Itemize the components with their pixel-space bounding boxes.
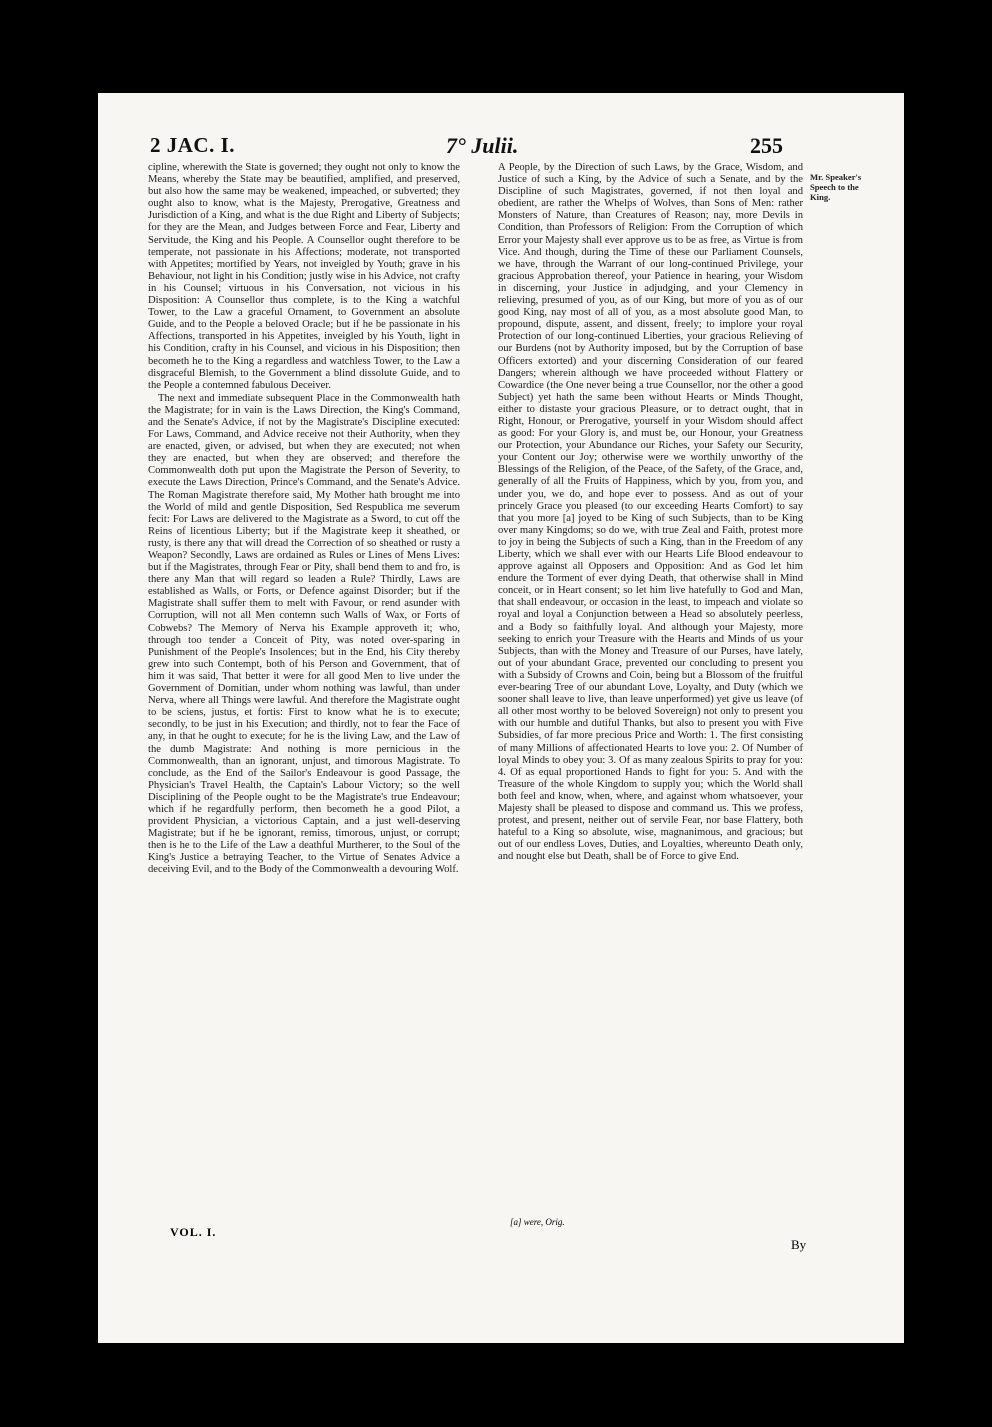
paragraph: A People, by the Direction of such Laws, by the Grace, Wisdom, and Justice of such a King, by the Advice of such a Senate, and by the Discipline of such Magistrates, governed, if not then loyal and obedient, are rather the Whelps of Wolves, than Sons of Men: rather Monsters of Nature, than Creatures of Reason; nay, more Devils in Condition, than Professors of Religion: From the Corruption of which Error your Majesty shall ever approve us to be as free, as Virtue is from Vice. And though, during the Time of these our Parliament Counsels, we have, through the Warrant of our long-continued Privilege, your gracious Approbation thereof, your Patience in hearing, your Wisdom in discerning, your Justice in adjudging, and your Clemency in relieving, presumed of you, as of our King, but more of you as of our good King, nay most of all of you, as a most absolute good Man, to propound, dispute, assent, and dissent, freely; to implore your royal Protection of our long-continued Liberties, your gracious Relieving of our Burdens (not by Authority imposed, but by the Corruption of base Officers extorted) and your discerning Consideration of our feared Dangers; wherein although we have proceeded without Flattery or Cowardice (the One never being a true Counsellor, nor the other a good Subject) yet hath the same been without Hearts or Minds Thought, either to distaste your gracious Pleasure, or to detract ought, that in Right, Honour, or Prerogative, yourself in your Wisdom should affect as good: For your Glory is, and must be, our Honour, your Greatness our Protection, your Abundance our Riches, your Safety our Security, your Content our Joy; otherwise were we worthily unworthy of the Blessings of the Religion, of the Peace, of the Safety, of the Grace, and, generally of all the Fruits of Happiness, which by you, from you, and under you, we do, and hope ever to possess. And as out of your princely Grace you pleased (to our exceeding Hearts Comfort) to say that you more [a] joyed to be King of such Subjects, than to be King over many Kingdoms; so do we, with true Zeal and Faith, protest more to joy in being the Subjects of such a King, than in the Freedom of any Liberty, which we shall ever with our Hearts Life Blood endeavour to approve against all Opposers and Opposition: And as God let him endure the Torment of ever dying Death, that otherwise shall in Mind conceit, or in Heart consent; so let him live hatefully to God and Man, that shall endeavour, or occasion in the least, to impeach and violate so royal and loyal a Conjunction between a Head so absolutely peerless, and a Body so faithfully loyal. And although your Majesty, more seeking to enrich your Treasure with the Hearts and Minds of us your Subjects, than with the Money and Treasure of our Purses, have lately, out of your abundant Grace, prevented our concluding to present you with a Subsidy of Crowns and Coin, being but a Blossom of the fruitful ever-bearing Tree of our abundant Love, Loyalty, and Duty (which we sooner shall leave to live, than leave unperformed) yet give us leave (of all other most worthy to be beloved Sovereign) not only to present you with our humble and dutiful Thanks, but also to present you with Five Subsidies, of far more precious Price and Worth: 1. The first consisting of many Millions of affectionated Hearts to love you: 2. Of Number of loyal Minds to obey you: 3. Of as many zealous Spirits to pray for you: 4. Of as equal proportioned Hands to fight for you: 5. And with the Treasure of the whole Kingdom to supply you; which the World shall both feel and know, when, where, and against whom whatsoever, your Majesty shall be pleased to dispose and command us. This we profess, protest, and present, neither out of servile Fear, nor base Flattery, both hateful to a King so absolute, wise, magnanimous, and gracious; but out of our endless Loves, Duties, and Loyalties, whereunto Death only, and nought else but Death, shall be of Force to give End. [498, 162, 803, 863]
page-number: 255 [750, 133, 783, 158]
paragraph: cipline, wherewith the State is governed; they ought not only to know the Means, whereby the State may be beautified, amplified, and preserved, but also how the same may be weakened, impeached, or subverted; they ought also to know, what is the Majesty, Prerogative, Greatness and Jurisdiction of a King, and what is the due Right and Liberty of Subjects; for they are the Mean, and Judges between Force and Fear, Liberty and Servitude, the King and his People. A Counsellor ought therefore to be temperate, not passionate in his Affections; moderate, not transported with Appetites; mortified by Years, not inveigled by Youth; grave in his Behaviour, not light in his Condition; justly wise in his Advice, not crafty in his Counsel; virtuous in his Conversation, not vicious in his Disposition: A Counsellor thus complete, is to the King a watchful Tower, to the Law a graceful Ornament, to Government an absolute Guide, and to the People a beloved Oracle; but if he be passionate in his Affections, transported in his Appetites, inveigled by his Youth, light in his Condition, crafty in his Counsel, and vicious in his Disposition; then becometh he to the King a regardless and watchless Tower, to the Law a disgraceful Blemish, to the Government a blind dissolute Guide, and to the People a contemned fabulous Deceiver. [148, 162, 460, 391]
volume-signature: VOL. I. [170, 1225, 217, 1239]
left-text-column [148, 162, 460, 1212]
marginal-note: Mr. Speaker's Speech to the King. [810, 172, 862, 202]
book-page [98, 93, 904, 1343]
catchword: By [791, 1237, 807, 1252]
right-text-column [498, 162, 803, 1212]
footnote: [a] were, Orig. [510, 1217, 565, 1227]
running-head-date: 7° Julii. [446, 133, 519, 158]
running-head-regnal-year: 2 JAC. I. [150, 133, 236, 157]
paragraph: The next and immediate subsequent Place in the Commonwealth hath the Magistrate; for in vain is the Laws Direction, the King's Command, and the Senate's Advice, if not by the Magistrate's Discipline executed: For Laws, Command, and Advice receive not their Authority, when they are enacted, given, or advised, but when they are executed; not when they are enacted, but when they are observed; and therefore the Commonwealth doth put upon the Magistrate the Person of Severity, to execute the Laws Direction, Prince's Command, and the Senate's Advice. The Roman Magistrate therefore said, My Mother hath brought me into the World of mild and gentle Disposition, Sed Respublica me severum fecit: For Laws are delivered to the Magistrate as a Sword, to cut off the Reins of licentious Liberty; but if the Magistrate keep it sheathed, or rusty, is there any that will dread the Correction of so sheathed or rusty a Weapon? Secondly, Laws are ordained as Rules or Lines of Mens Lives: but if the Magistrates, through Fear or Pity, shall bend them to and fro, is there any Man that will regard so leaden a Rule? Thirdly, Laws are established as Walls, or Forts, or Defence against Disorder; but if the Magistrate shall suffer them to melt with Favour, or rend asunder with Corruption, will not all Men contemn such Walls of Wax, or Forts of Cobwebs? The Memory of Nerva his Example approveth it; who, through too tender a Conceit of Pity, was noted over-sparing in Punishment of the People's Insolences; but in the End, his City thereby grew into such Contempt, both of his Person and Government, that of him it was said, That better it were for all good Men to live under the Government of Domitian, under whom nothing was lawful, than under Nerva, where all Things were lawful. And therefore the Magistrate ought to be sciens, justus, et fortis: First to know what he is to execute; secondly, to be just in his Execution; and thirdly, not to fear the Face of any, in that he ought to execute; for he is the living Law, and the Law of the dumb Magistrate: And nothing is more pernicious in the Commonwealth, than an ignorant, unjust, and timorous Magistrate. To conclude, as the End of the Sailor's Endeavour is good Passage, the Physician's Travel Health, the Captain's Labour Victory; so the well Disciplining of the People ought to be the Magistrate's true Endeavour; which if he regardfully perform, then becometh he a good Pilot, a provident Physician, a victorious Captain, and a just well-deserving Magistrate; but if he be ignorant, remiss, timorous, unjust, or corrupt; then is he to the Life of the Law a deathful Murtherer, to the Soul of the King's Justice a betraying Teacher, to the Virtue of Senates Advice a deceiving Evil, and to the Body of the Commonwealth a devouring Wolf. [148, 392, 460, 876]
